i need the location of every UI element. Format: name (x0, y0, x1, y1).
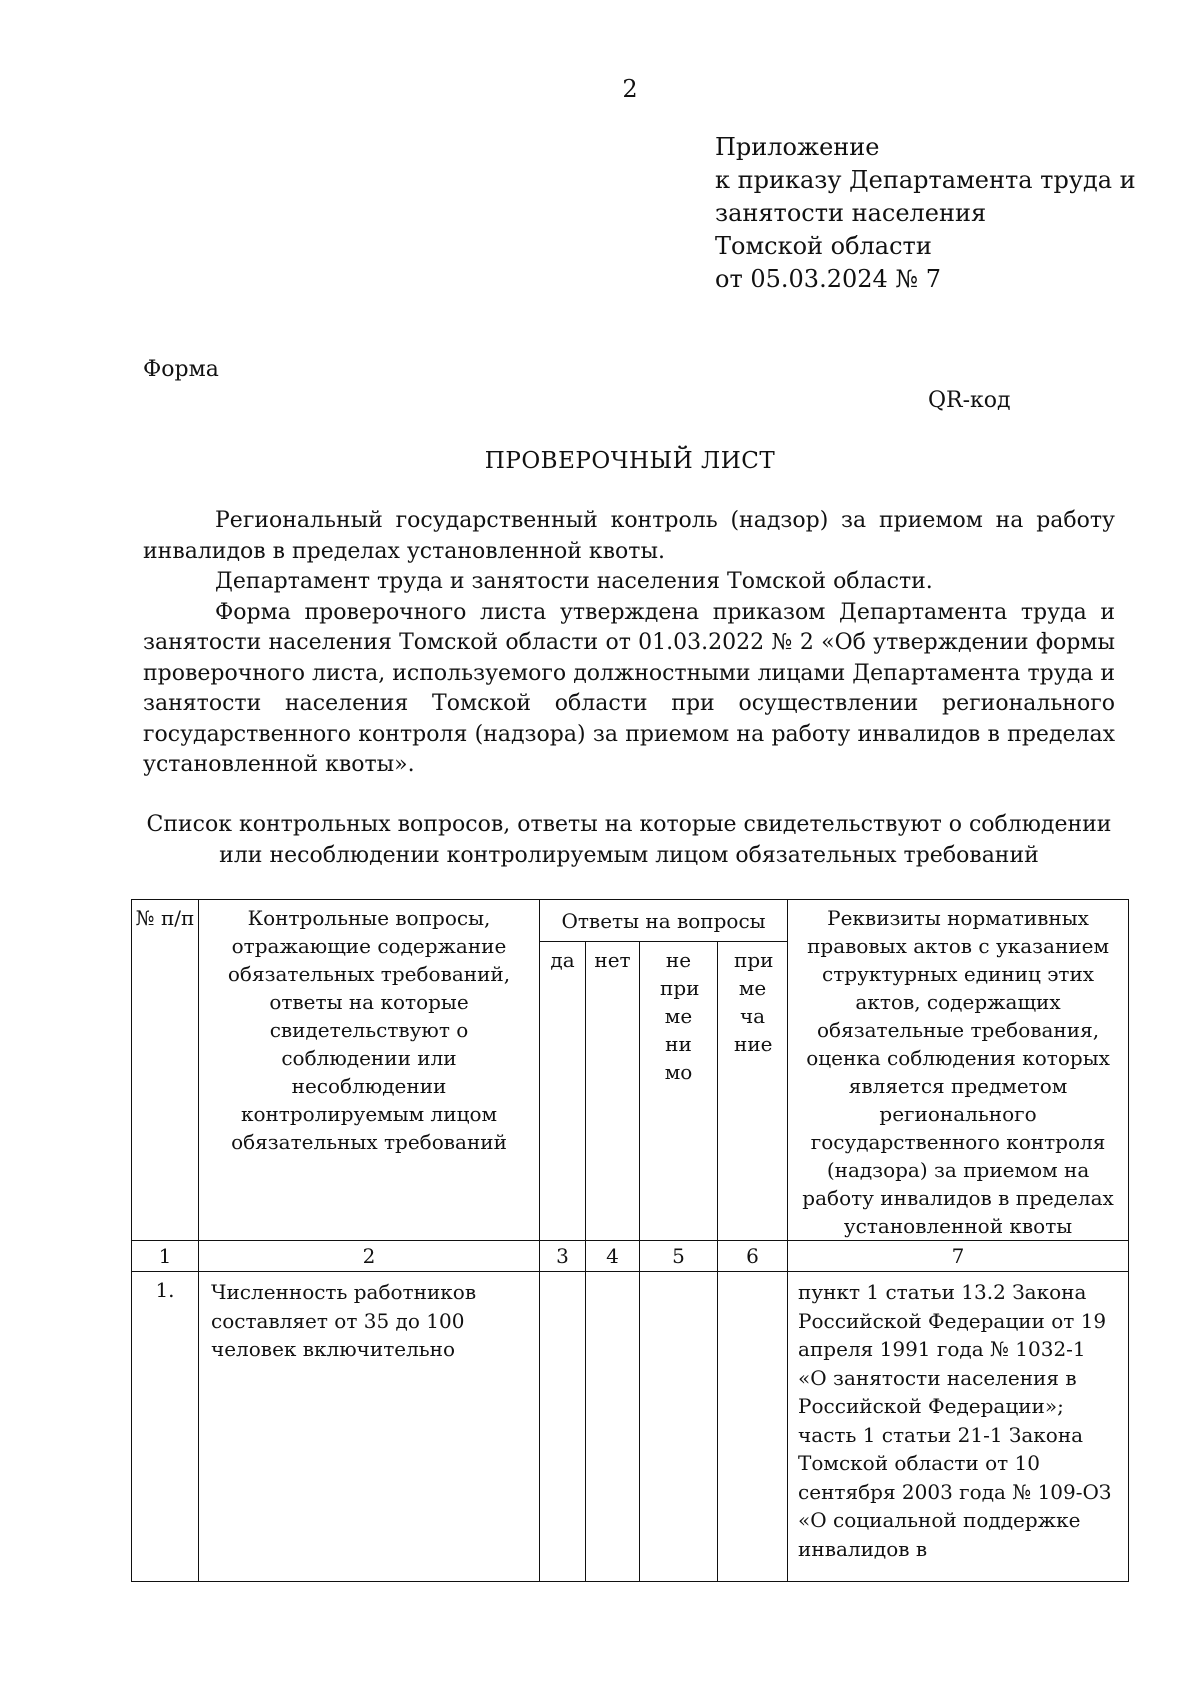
header-num: № п/п (132, 900, 199, 1241)
column-number: 7 (788, 1241, 1129, 1272)
header-no: нет (586, 942, 640, 1241)
answer-no-cell[interactable] (586, 1272, 640, 1582)
list-title (143, 809, 1115, 871)
page-number: 2 (622, 75, 638, 103)
annex-line: Приложение (715, 133, 880, 161)
column-number: 3 (540, 1241, 586, 1272)
column-number: 4 (586, 1241, 640, 1272)
document-title: ПРОВЕРОЧНЫЙ ЛИСТ (484, 448, 776, 474)
column-number: 2 (199, 1241, 540, 1272)
header-yes: да (540, 942, 586, 1241)
header-requisites: Реквизиты нормативных правовых актов с указанием структурных единиц этих актов, содержащих обязательные требования, оценка соблюдения которых является предметом регионального государственного контроля (надзора) за приемом на работу инвалидов в пределах установленной квоты (788, 900, 1129, 1241)
answer-yes-cell[interactable] (540, 1272, 586, 1582)
column-number: 5 (640, 1241, 718, 1272)
paragraph: Департамент труда и занятости населения Томской области. (215, 569, 933, 594)
paragraph: Региональный государственный контроль (надзор) за приемом на работу инвалидов в пределах установленной квоты. (143, 508, 1115, 564)
document-body (143, 506, 1115, 781)
annex-line: Томской области (715, 232, 932, 260)
table-row (132, 1272, 1129, 1582)
annex-block (715, 131, 1136, 296)
paragraph: Форма проверочного листа утверждена приказом Департамента труда и занятости населения Томской области от 01.03.2022 № 2 «Об утверждении формы проверочного листа, используемого должностными лицами Департамента труда и занятости населения Томской области при осуществлении регионального государственного контроля (надзора) за приемом на работу инвалидов в пределах установленной квоты». (143, 599, 1115, 777)
answer-note-cell[interactable] (718, 1272, 788, 1582)
annex-line: занятости населения (715, 199, 987, 227)
row-requisites: пункт 1 статьи 13.2 Закона Российской Федерации от 19 апреля 1991 года № 1032-1 «О занятости населения в Российской Федерации»; часть 1 статьи 21-1 Закона Томской области от 10 сентября 2003 года № 109-ОЗ «О социальной поддержке инвалидов в (788, 1272, 1129, 1582)
header-note: при ме ча ние (718, 942, 788, 1241)
form-label: Форма (143, 357, 219, 382)
checklist-table (131, 899, 1129, 1582)
list-title-line: или несоблюдении контролируемым лицом обязательных требований (219, 843, 1039, 868)
header-not-applicable: не при ме ни мо (640, 942, 718, 1241)
qr-code-label: QR-код (928, 388, 1011, 413)
answer-not-applicable-cell[interactable] (640, 1272, 718, 1582)
column-number: 1 (132, 1241, 199, 1272)
row-index: 1. (132, 1272, 199, 1582)
header-answers: Ответы на вопросы (540, 900, 788, 942)
row-question: Численность работников составляет от 35 до 100 человек включительно (199, 1272, 540, 1582)
list-title-line: Список контрольных вопросов, ответы на которые свидетельствуют о соблюдении (146, 812, 1112, 837)
annex-line: к приказу Департамента труда и (715, 166, 1136, 194)
column-number: 6 (718, 1241, 788, 1272)
header-questions: Контрольные вопросы, отражающие содержание обязательных требований, ответы на которые свидетельствуют о соблюдении или несоблюдении контролируемым лицом обязательных требований (199, 900, 540, 1241)
annex-line: от 05.03.2024 № 7 (715, 265, 942, 293)
